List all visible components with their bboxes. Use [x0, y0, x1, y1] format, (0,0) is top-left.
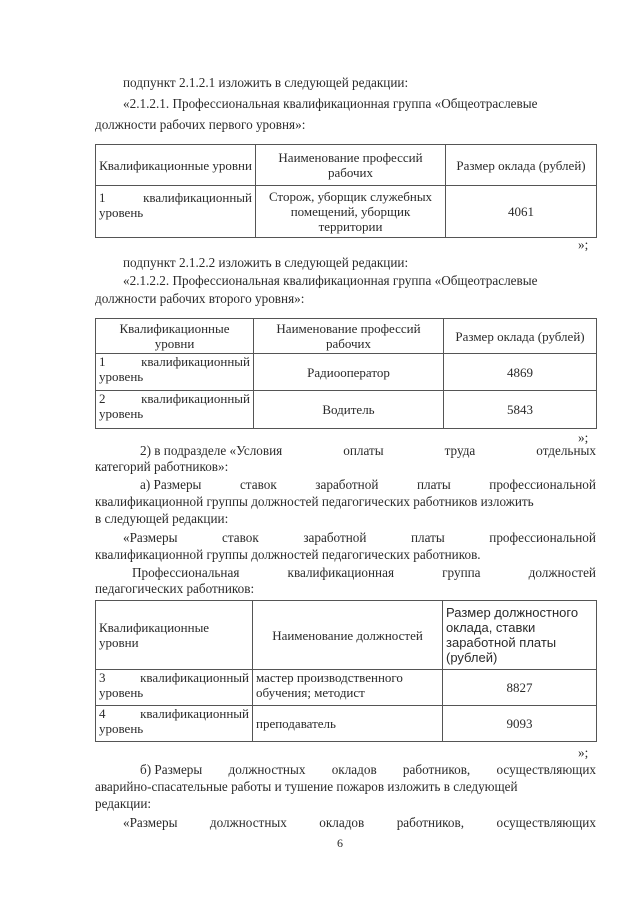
- table-row: [96, 354, 597, 391]
- sec2-quote-line2: должности рабочих второго уровня»:: [95, 291, 305, 306]
- sec3-para4-line2: педагогических работников:: [95, 581, 255, 596]
- cell-profession: Водитель: [254, 391, 444, 429]
- table-workers-level2: [95, 318, 597, 429]
- page-number: 6: [337, 836, 343, 850]
- sec1-quote-line1: «2.1.2.1. Профессиональная квалификационная группа «Общеотраслевые: [123, 96, 538, 111]
- cell-salary: 8827: [443, 670, 597, 706]
- cell-profession: Радиооператор: [254, 354, 444, 391]
- sec3-para2-line3: в следующей редакции:: [95, 511, 229, 526]
- sec3-para2-line2: квалификационной группы должностей педагогических работников изложить: [95, 494, 534, 509]
- header-levels: Квалификационные уровни: [96, 145, 256, 186]
- cell-salary: 5843: [444, 391, 597, 429]
- sec1-quote-line2: должности рабочих первого уровня»:: [95, 117, 306, 132]
- sec3-para2-line1: а) Размеры ставок заработной платы профессиональной: [140, 477, 596, 492]
- sec1-close-quote: »;: [578, 237, 589, 252]
- table-row: [96, 186, 597, 238]
- cell-level: 2 квалификационный уровень: [96, 391, 254, 429]
- sec2-quote-line1: «2.1.2.2. Профессиональная квалификационная группа «Общеотраслевые: [123, 273, 538, 288]
- header-profession: Наименование профессий рабочих: [254, 319, 444, 354]
- sec3-para3-line2: квалификационной группы должностей педагогических работников.: [95, 547, 481, 562]
- cell-salary: 9093: [443, 706, 597, 742]
- cell-level: 3 квалификационный уровень: [96, 670, 253, 706]
- cell-level: 4 квалификационный уровень: [96, 706, 253, 742]
- header-position: Наименование должностей: [253, 601, 443, 670]
- table-pedagogical: [95, 600, 597, 742]
- sec3-para1-line2: категорий работников»:: [95, 459, 229, 474]
- header-levels: Квалификационные уровни: [96, 601, 253, 670]
- cell-level: 1 квалификационный уровень: [96, 354, 254, 391]
- header-salary: Размер оклада (рублей): [446, 145, 597, 186]
- header-profession: Наименование профессий рабочих: [256, 145, 446, 186]
- header-salary: Размер должностного оклада, ставки заработной платы (рублей): [443, 601, 597, 670]
- sec1-intro: подпункт 2.1.2.1 изложить в следующей редакции:: [123, 75, 409, 90]
- sec3-close-quote: »;: [578, 745, 589, 760]
- sec4-para1-line1: б) Размеры должностных окладов работников, осуществляющих: [140, 762, 596, 777]
- sec4-para1-line2: аварийно-спасательные работы и тушение пожаров изложить в следующей: [95, 779, 518, 794]
- sec3-para3-line1: «Размеры ставок заработной платы профессиональной: [123, 530, 596, 545]
- sec4-para2-line1: «Размеры должностных окладов работников, осуществляющих: [123, 815, 596, 830]
- sec2-intro: подпункт 2.1.2.2 изложить в следующей редакции:: [123, 255, 409, 270]
- table-workers-level1: [95, 144, 597, 238]
- cell-position: мастер производственного обучения; методист: [253, 670, 443, 706]
- table-row: [96, 706, 597, 742]
- sec2-close-quote: »;: [578, 430, 589, 445]
- cell-level: 1 квалификационный уровень: [96, 186, 256, 238]
- header-levels: Квалификационные уровни: [96, 319, 254, 354]
- cell-salary: 4061: [446, 186, 597, 238]
- header-salary: Размер оклада (рублей): [444, 319, 597, 354]
- sec4-para1-line3: редакции:: [95, 796, 152, 811]
- cell-position: преподаватель: [253, 706, 443, 742]
- table-row: [96, 670, 597, 706]
- sec3-para4-line1: Профессиональная квалификационная группа должностей: [132, 565, 596, 580]
- cell-profession: Сторож, уборщик служебных помещений, уборщик территории: [256, 186, 446, 238]
- cell-salary: 4869: [444, 354, 597, 391]
- sec3-para1-line1: 2) в подразделе «Условия оплаты труда отдельных: [140, 443, 596, 458]
- table-row: [96, 391, 597, 429]
